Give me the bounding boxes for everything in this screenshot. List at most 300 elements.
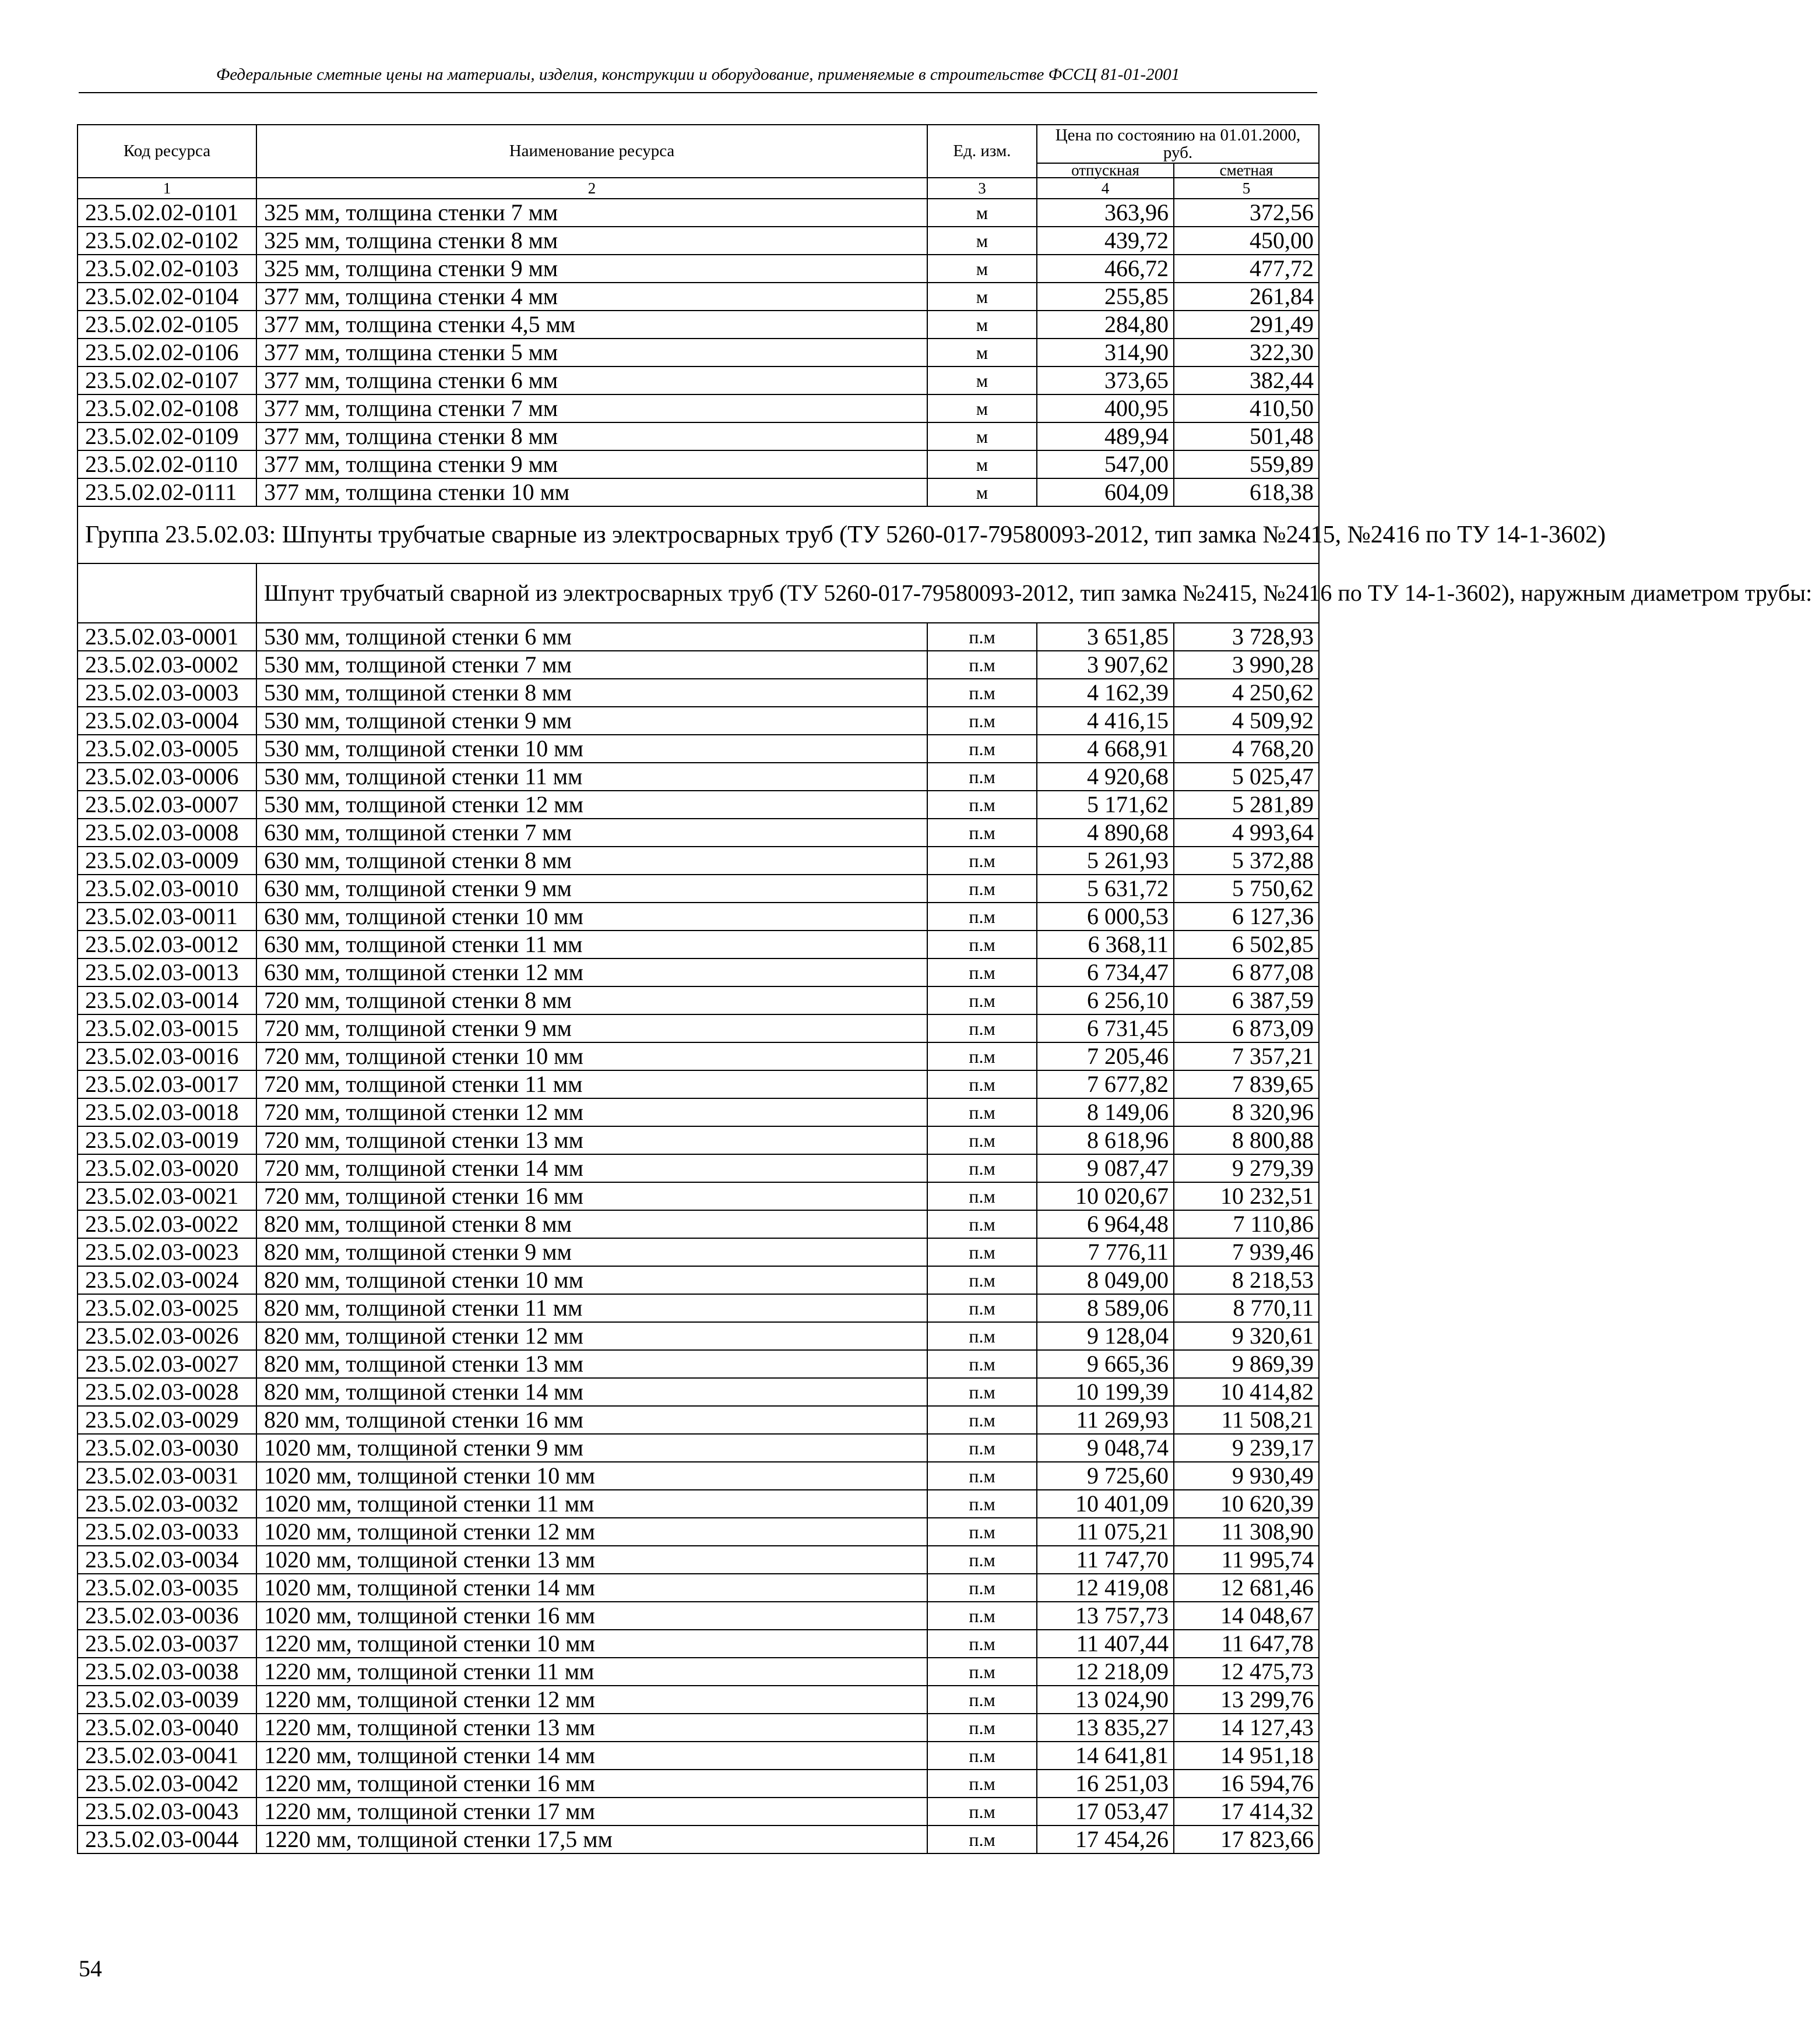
resource-code: 23.5.02.02-0101: [78, 199, 256, 227]
estimate-price: 10 232,51: [1174, 1182, 1319, 1210]
page-number: 54: [79, 1955, 102, 1982]
header-rule: [79, 92, 1317, 93]
resource-name: 630 мм, толщиной стенки 10 мм: [256, 903, 927, 931]
release-price: 6 000,53: [1037, 903, 1174, 931]
estimate-price: 559,89: [1174, 450, 1319, 478]
table-row: [78, 623, 1319, 651]
estimate-price: 5 372,88: [1174, 847, 1319, 875]
resource-code: 23.5.02.03-0038: [78, 1658, 256, 1686]
resource-code: 23.5.02.03-0015: [78, 1014, 256, 1042]
resource-name: 1020 мм, толщиной стенки 10 мм: [256, 1462, 927, 1490]
resource-name: 820 мм, толщиной стенки 10 мм: [256, 1266, 927, 1294]
resource-name: 720 мм, толщиной стенки 11 мм: [256, 1070, 927, 1098]
estimate-price: 3 728,93: [1174, 623, 1319, 651]
resource-name: 377 мм, толщина стенки 4,5 мм: [256, 311, 927, 339]
resource-name: 630 мм, толщиной стенки 12 мм: [256, 958, 927, 986]
release-price: 13 835,27: [1037, 1714, 1174, 1742]
release-price: 8 149,06: [1037, 1098, 1174, 1126]
resource-code: 23.5.02.03-0023: [78, 1238, 256, 1266]
estimate-price: 17 823,66: [1174, 1825, 1319, 1853]
release-price: 13 024,90: [1037, 1686, 1174, 1714]
resource-code: 23.5.02.03-0004: [78, 707, 256, 735]
resource-name: 1020 мм, толщиной стенки 13 мм: [256, 1546, 927, 1574]
release-price: 8 618,96: [1037, 1126, 1174, 1154]
release-price: 6 964,48: [1037, 1210, 1174, 1238]
estimate-price: 8 800,88: [1174, 1126, 1319, 1154]
table-row: [78, 1462, 1319, 1490]
resource-code: 23.5.02.03-0019: [78, 1126, 256, 1154]
estimate-price: 14 048,67: [1174, 1602, 1319, 1630]
table-row: [78, 875, 1319, 903]
estimate-price: 4 250,62: [1174, 679, 1319, 707]
resource-code: 23.5.02.03-0042: [78, 1770, 256, 1798]
resource-code: 23.5.02.02-0102: [78, 227, 256, 255]
estimate-price: 9 869,39: [1174, 1350, 1319, 1378]
unit-of-measure: п.м: [927, 1434, 1037, 1462]
resource-name: 720 мм, толщиной стенки 16 мм: [256, 1182, 927, 1210]
resource-code: 23.5.02.03-0026: [78, 1322, 256, 1350]
estimate-price: 6 877,08: [1174, 958, 1319, 986]
table-row: [78, 255, 1319, 283]
release-price: 3 907,62: [1037, 651, 1174, 679]
release-price: 11 269,93: [1037, 1406, 1174, 1434]
unit-of-measure: м: [927, 255, 1037, 283]
unit-of-measure: м: [927, 478, 1037, 506]
unit-of-measure: п.м: [927, 819, 1037, 847]
estimate-price: 618,38: [1174, 478, 1319, 506]
resource-code: 23.5.02.03-0011: [78, 903, 256, 931]
release-price: 6 368,11: [1037, 931, 1174, 958]
unit-of-measure: п.м: [927, 1014, 1037, 1042]
resource-name: 630 мм, толщиной стенки 9 мм: [256, 875, 927, 903]
estimate-price: 6 127,36: [1174, 903, 1319, 931]
table-row: [78, 1098, 1319, 1126]
resource-code: 23.5.02.03-0036: [78, 1602, 256, 1630]
unit-of-measure: п.м: [927, 1126, 1037, 1154]
table-row: [78, 1798, 1319, 1825]
table-row: [78, 986, 1319, 1014]
unit-of-measure: м: [927, 339, 1037, 366]
table-row: [78, 394, 1319, 422]
unit-of-measure: м: [927, 199, 1037, 227]
release-price: 284,80: [1037, 311, 1174, 339]
table-row: [78, 763, 1319, 791]
resource-name: 1220 мм, толщиной стенки 17 мм: [256, 1798, 927, 1825]
table-row: [78, 1742, 1319, 1770]
resource-code: 23.5.02.03-0018: [78, 1098, 256, 1126]
estimate-price: 372,56: [1174, 199, 1319, 227]
unit-of-measure: п.м: [927, 1658, 1037, 1686]
estimate-price: 4 768,20: [1174, 735, 1319, 763]
estimate-price: 5 025,47: [1174, 763, 1319, 791]
release-price: 4 162,39: [1037, 679, 1174, 707]
estimate-price: 6 387,59: [1174, 986, 1319, 1014]
estimate-price: 261,84: [1174, 283, 1319, 311]
resource-code: 23.5.02.03-0039: [78, 1686, 256, 1714]
group-title: Группа 23.5.02.03: Шпунты трубчатые сварные из электросварных труб (ТУ 5260-017-79580093-2012, тип замка №2415, №2416 по ТУ 14-1-3602): [78, 506, 1319, 563]
header-unit: Ед. изм.: [927, 125, 1037, 178]
estimate-price: 450,00: [1174, 227, 1319, 255]
unit-of-measure: п.м: [927, 875, 1037, 903]
resource-code: 23.5.02.03-0014: [78, 986, 256, 1014]
estimate-price: 9 279,39: [1174, 1154, 1319, 1182]
resource-code: 23.5.02.02-0107: [78, 366, 256, 394]
resource-code: 23.5.02.03-0040: [78, 1714, 256, 1742]
estimate-price: 16 594,76: [1174, 1770, 1319, 1798]
release-price: 10 401,09: [1037, 1490, 1174, 1518]
unit-of-measure: п.м: [927, 958, 1037, 986]
resource-name: 720 мм, толщиной стенки 13 мм: [256, 1126, 927, 1154]
unit-of-measure: п.м: [927, 1406, 1037, 1434]
estimate-price: 322,30: [1174, 339, 1319, 366]
resource-code: 23.5.02.03-0021: [78, 1182, 256, 1210]
unit-of-measure: п.м: [927, 1350, 1037, 1378]
unit-of-measure: м: [927, 394, 1037, 422]
estimate-price: 6 502,85: [1174, 931, 1319, 958]
estimate-price: 4 509,92: [1174, 707, 1319, 735]
estimate-price: 14 951,18: [1174, 1742, 1319, 1770]
release-price: 10 199,39: [1037, 1378, 1174, 1406]
estimate-price: 17 414,32: [1174, 1798, 1319, 1825]
release-price: 6 256,10: [1037, 986, 1174, 1014]
resource-name: 1220 мм, толщиной стенки 12 мм: [256, 1686, 927, 1714]
release-price: 6 731,45: [1037, 1014, 1174, 1042]
resource-code: 23.5.02.03-0013: [78, 958, 256, 986]
table-row: [78, 199, 1319, 227]
resource-name: 377 мм, толщина стенки 8 мм: [256, 422, 927, 450]
release-price: 12 419,08: [1037, 1574, 1174, 1602]
release-price: 7 776,11: [1037, 1238, 1174, 1266]
estimate-price: 6 873,09: [1174, 1014, 1319, 1042]
table-row: [78, 478, 1319, 506]
resource-name: 377 мм, толщина стенки 9 мм: [256, 450, 927, 478]
resource-name: 630 мм, толщиной стенки 7 мм: [256, 819, 927, 847]
table-row: [78, 1686, 1319, 1714]
unit-of-measure: п.м: [927, 1294, 1037, 1322]
estimate-price: 10 620,39: [1174, 1490, 1319, 1518]
resource-code: 23.5.02.03-0035: [78, 1574, 256, 1602]
resource-code: 23.5.02.02-0104: [78, 283, 256, 311]
group-description: Шпунт трубчатый сварной из электросварных труб (ТУ 5260-017-79580093-2012, тип замка №2415, №2416 по ТУ 14-1-3602), наружным диаметром трубы:: [256, 563, 1319, 623]
table-row: [78, 366, 1319, 394]
col-number: 1: [78, 178, 256, 199]
resource-code: 23.5.02.03-0024: [78, 1266, 256, 1294]
resource-code: 23.5.02.03-0025: [78, 1294, 256, 1322]
unit-of-measure: п.м: [927, 1686, 1037, 1714]
resource-name: 530 мм, толщиной стенки 6 мм: [256, 623, 927, 651]
resource-code: 23.5.02.03-0005: [78, 735, 256, 763]
resource-code: 23.5.02.03-0037: [78, 1630, 256, 1658]
release-price: 439,72: [1037, 227, 1174, 255]
unit-of-measure: п.м: [927, 1154, 1037, 1182]
resource-name: 720 мм, толщиной стенки 12 мм: [256, 1098, 927, 1126]
resource-name: 1220 мм, толщиной стенки 11 мм: [256, 1658, 927, 1686]
estimate-price: 13 299,76: [1174, 1686, 1319, 1714]
unit-of-measure: п.м: [927, 903, 1037, 931]
estimate-price: 11 995,74: [1174, 1546, 1319, 1574]
resource-code: 23.5.02.02-0103: [78, 255, 256, 283]
release-price: 4 668,91: [1037, 735, 1174, 763]
unit-of-measure: п.м: [927, 1182, 1037, 1210]
release-price: 11 075,21: [1037, 1518, 1174, 1546]
resource-name: 720 мм, толщиной стенки 8 мм: [256, 986, 927, 1014]
estimate-price: 8 218,53: [1174, 1266, 1319, 1294]
release-price: 466,72: [1037, 255, 1174, 283]
table-row: [78, 422, 1319, 450]
estimate-price: 7 839,65: [1174, 1070, 1319, 1098]
unit-of-measure: м: [927, 422, 1037, 450]
release-price: 373,65: [1037, 366, 1174, 394]
resource-code: 23.5.02.02-0111: [78, 478, 256, 506]
unit-of-measure: п.м: [927, 1630, 1037, 1658]
table-row: [78, 707, 1319, 735]
rows-group-02: [78, 199, 1319, 506]
estimate-price: 291,49: [1174, 311, 1319, 339]
resource-name: 820 мм, толщиной стенки 14 мм: [256, 1378, 927, 1406]
estimate-price: 9 930,49: [1174, 1462, 1319, 1490]
resource-name: 1020 мм, толщиной стенки 12 мм: [256, 1518, 927, 1546]
resource-name: 1020 мм, толщиной стенки 16 мм: [256, 1602, 927, 1630]
estimate-price: 5 281,89: [1174, 791, 1319, 819]
release-price: 6 734,47: [1037, 958, 1174, 986]
resource-code: 23.5.02.03-0033: [78, 1518, 256, 1546]
unit-of-measure: п.м: [927, 707, 1037, 735]
table-row: [78, 735, 1319, 763]
estimate-price: 10 414,82: [1174, 1378, 1319, 1406]
resource-code: 23.5.02.03-0022: [78, 1210, 256, 1238]
running-header: Федеральные сметные цены на материалы, изделия, конструкции и оборудование, применяемые в строительстве ФССЦ 81-01-2001: [216, 65, 1180, 84]
table-row: [78, 1210, 1319, 1238]
col-number: 4: [1037, 178, 1174, 199]
unit-of-measure: п.м: [927, 1770, 1037, 1798]
unit-of-measure: п.м: [927, 1602, 1037, 1630]
release-price: 5 171,62: [1037, 791, 1174, 819]
table-row: [78, 1238, 1319, 1266]
release-price: 12 218,09: [1037, 1658, 1174, 1686]
release-price: 3 651,85: [1037, 623, 1174, 651]
table-row: [78, 339, 1319, 366]
table-row: [78, 1322, 1319, 1350]
release-price: 17 053,47: [1037, 1798, 1174, 1825]
unit-of-measure: п.м: [927, 986, 1037, 1014]
table-row: [78, 679, 1319, 707]
table-row: [78, 1014, 1319, 1042]
resource-code: 23.5.02.03-0029: [78, 1406, 256, 1434]
resource-code: 23.5.02.03-0032: [78, 1490, 256, 1518]
resource-code: 23.5.02.03-0003: [78, 679, 256, 707]
resource-code: 23.5.02.03-0008: [78, 819, 256, 847]
resource-name: 377 мм, толщина стенки 5 мм: [256, 339, 927, 366]
estimate-price: 5 750,62: [1174, 875, 1319, 903]
unit-of-measure: п.м: [927, 1798, 1037, 1825]
unit-of-measure: м: [927, 283, 1037, 311]
resource-name: 377 мм, толщина стенки 10 мм: [256, 478, 927, 506]
unit-of-measure: п.м: [927, 1238, 1037, 1266]
resource-name: 1220 мм, толщиной стенки 16 мм: [256, 1770, 927, 1798]
unit-of-measure: п.м: [927, 1714, 1037, 1742]
estimate-price: 7 110,86: [1174, 1210, 1319, 1238]
table-row: [78, 1714, 1319, 1742]
table-row: [78, 651, 1319, 679]
table-row: [78, 819, 1319, 847]
resource-name: 820 мм, толщиной стенки 8 мм: [256, 1210, 927, 1238]
resource-code: 23.5.02.03-0010: [78, 875, 256, 903]
release-price: 9 665,36: [1037, 1350, 1174, 1378]
estimate-price: 7 939,46: [1174, 1238, 1319, 1266]
resource-name: 325 мм, толщина стенки 7 мм: [256, 199, 927, 227]
header-price: Цена по состоянию на 01.01.2000, руб.: [1037, 125, 1319, 163]
resource-name: 630 мм, толщиной стенки 11 мм: [256, 931, 927, 958]
resource-name: 377 мм, толщина стенки 4 мм: [256, 283, 927, 311]
resource-name: 377 мм, толщина стенки 7 мм: [256, 394, 927, 422]
table-row: [78, 958, 1319, 986]
unit-of-measure: п.м: [927, 735, 1037, 763]
unit-of-measure: п.м: [927, 1825, 1037, 1853]
resource-name: 720 мм, толщиной стенки 9 мм: [256, 1014, 927, 1042]
release-price: 5 631,72: [1037, 875, 1174, 903]
resource-name: 1220 мм, толщиной стенки 14 мм: [256, 1742, 927, 1770]
resource-code: 23.5.02.03-0030: [78, 1434, 256, 1462]
unit-of-measure: п.м: [927, 1210, 1037, 1238]
table-row: [78, 1434, 1319, 1462]
resource-code: 23.5.02.03-0016: [78, 1042, 256, 1070]
unit-of-measure: п.м: [927, 1546, 1037, 1574]
table-row: [78, 1406, 1319, 1434]
unit-of-measure: п.м: [927, 679, 1037, 707]
estimate-price: 9 239,17: [1174, 1434, 1319, 1462]
release-price: 4 920,68: [1037, 763, 1174, 791]
table-row: [78, 1490, 1319, 1518]
unit-of-measure: п.м: [927, 1378, 1037, 1406]
release-price: 11 747,70: [1037, 1546, 1174, 1574]
release-price: 16 251,03: [1037, 1770, 1174, 1798]
table-row: [78, 931, 1319, 958]
table-row: [78, 311, 1319, 339]
resource-name: 530 мм, толщиной стенки 12 мм: [256, 791, 927, 819]
table-row: [78, 1266, 1319, 1294]
resource-name: 325 мм, толщина стенки 9 мм: [256, 255, 927, 283]
resource-code: 23.5.02.03-0034: [78, 1546, 256, 1574]
release-price: 8 589,06: [1037, 1294, 1174, 1322]
table-row: [78, 227, 1319, 255]
resource-code: 23.5.02.03-0001: [78, 623, 256, 651]
release-price: 14 641,81: [1037, 1742, 1174, 1770]
table-row: [78, 1154, 1319, 1182]
unit-of-measure: м: [927, 450, 1037, 478]
release-price: 13 757,73: [1037, 1602, 1174, 1630]
estimate-price: 477,72: [1174, 255, 1319, 283]
release-price: 255,85: [1037, 283, 1174, 311]
release-price: 9 087,47: [1037, 1154, 1174, 1182]
resource-code: 23.5.02.02-0108: [78, 394, 256, 422]
resource-code: 23.5.02.03-0043: [78, 1798, 256, 1825]
resource-name: 720 мм, толщиной стенки 14 мм: [256, 1154, 927, 1182]
unit-of-measure: п.м: [927, 1518, 1037, 1546]
table-row: [78, 1126, 1319, 1154]
resource-name: 377 мм, толщина стенки 6 мм: [256, 366, 927, 394]
release-price: 4 890,68: [1037, 819, 1174, 847]
table-row: [78, 450, 1319, 478]
estimate-price: 7 357,21: [1174, 1042, 1319, 1070]
release-price: 4 416,15: [1037, 707, 1174, 735]
resource-name: 820 мм, толщиной стенки 16 мм: [256, 1406, 927, 1434]
table-row: [78, 1182, 1319, 1210]
unit-of-measure: м: [927, 366, 1037, 394]
release-price: 11 407,44: [1037, 1630, 1174, 1658]
table-row: [78, 1825, 1319, 1853]
unit-of-measure: п.м: [927, 763, 1037, 791]
resource-code: 23.5.02.03-0028: [78, 1378, 256, 1406]
col-number: 2: [256, 178, 927, 199]
resource-code: 23.5.02.03-0020: [78, 1154, 256, 1182]
unit-of-measure: п.м: [927, 1070, 1037, 1098]
estimate-price: 12 475,73: [1174, 1658, 1319, 1686]
estimate-price: 3 990,28: [1174, 651, 1319, 679]
release-price: 9 048,74: [1037, 1434, 1174, 1462]
release-price: 400,95: [1037, 394, 1174, 422]
unit-of-measure: п.м: [927, 791, 1037, 819]
resource-name: 630 мм, толщиной стенки 8 мм: [256, 847, 927, 875]
estimate-price: 12 681,46: [1174, 1574, 1319, 1602]
resource-code: 23.5.02.03-0002: [78, 651, 256, 679]
resource-code: 23.5.02.03-0012: [78, 931, 256, 958]
resource-code: 23.5.02.02-0110: [78, 450, 256, 478]
estimate-price: 382,44: [1174, 366, 1319, 394]
resource-code: 23.5.02.02-0109: [78, 422, 256, 450]
resource-name: 1220 мм, толщиной стенки 13 мм: [256, 1714, 927, 1742]
header-estimate: сметная: [1174, 163, 1319, 178]
col-number: 5: [1174, 178, 1319, 199]
estimate-price: 8 770,11: [1174, 1294, 1319, 1322]
release-price: 9 128,04: [1037, 1322, 1174, 1350]
release-price: 7 677,82: [1037, 1070, 1174, 1098]
resource-code: 23.5.02.03-0031: [78, 1462, 256, 1490]
release-price: 489,94: [1037, 422, 1174, 450]
resource-name: 820 мм, толщиной стенки 12 мм: [256, 1322, 927, 1350]
table-row: [78, 1294, 1319, 1322]
header-code: Код ресурса: [78, 125, 256, 178]
table-row: [78, 1042, 1319, 1070]
rows-group-03: [78, 623, 1319, 1853]
release-price: 9 725,60: [1037, 1462, 1174, 1490]
release-price: 547,00: [1037, 450, 1174, 478]
resource-name: 325 мм, толщина стенки 8 мм: [256, 227, 927, 255]
resource-name: 530 мм, толщиной стенки 9 мм: [256, 707, 927, 735]
resource-code: 23.5.02.03-0044: [78, 1825, 256, 1853]
resource-name: 820 мм, толщиной стенки 13 мм: [256, 1350, 927, 1378]
resource-name: 720 мм, толщиной стенки 10 мм: [256, 1042, 927, 1070]
estimate-price: 11 647,78: [1174, 1630, 1319, 1658]
table-row: [78, 1378, 1319, 1406]
table-row: [78, 1350, 1319, 1378]
resource-code: 23.5.02.03-0006: [78, 763, 256, 791]
estimate-price: 501,48: [1174, 422, 1319, 450]
unit-of-measure: п.м: [927, 1462, 1037, 1490]
unit-of-measure: п.м: [927, 1742, 1037, 1770]
resource-name: 530 мм, толщиной стенки 8 мм: [256, 679, 927, 707]
resource-name: 530 мм, толщиной стенки 10 мм: [256, 735, 927, 763]
price-table: [77, 124, 1812, 1854]
resource-code: 23.5.02.02-0105: [78, 311, 256, 339]
table-row: [78, 847, 1319, 875]
resource-name: 820 мм, толщиной стенки 11 мм: [256, 1294, 927, 1322]
unit-of-measure: п.м: [927, 623, 1037, 651]
table-row: [78, 1602, 1319, 1630]
resource-name: 530 мм, толщиной стенки 7 мм: [256, 651, 927, 679]
resource-code: 23.5.02.03-0027: [78, 1350, 256, 1378]
resource-name: 1020 мм, толщиной стенки 11 мм: [256, 1490, 927, 1518]
estimate-price: 14 127,43: [1174, 1714, 1319, 1742]
